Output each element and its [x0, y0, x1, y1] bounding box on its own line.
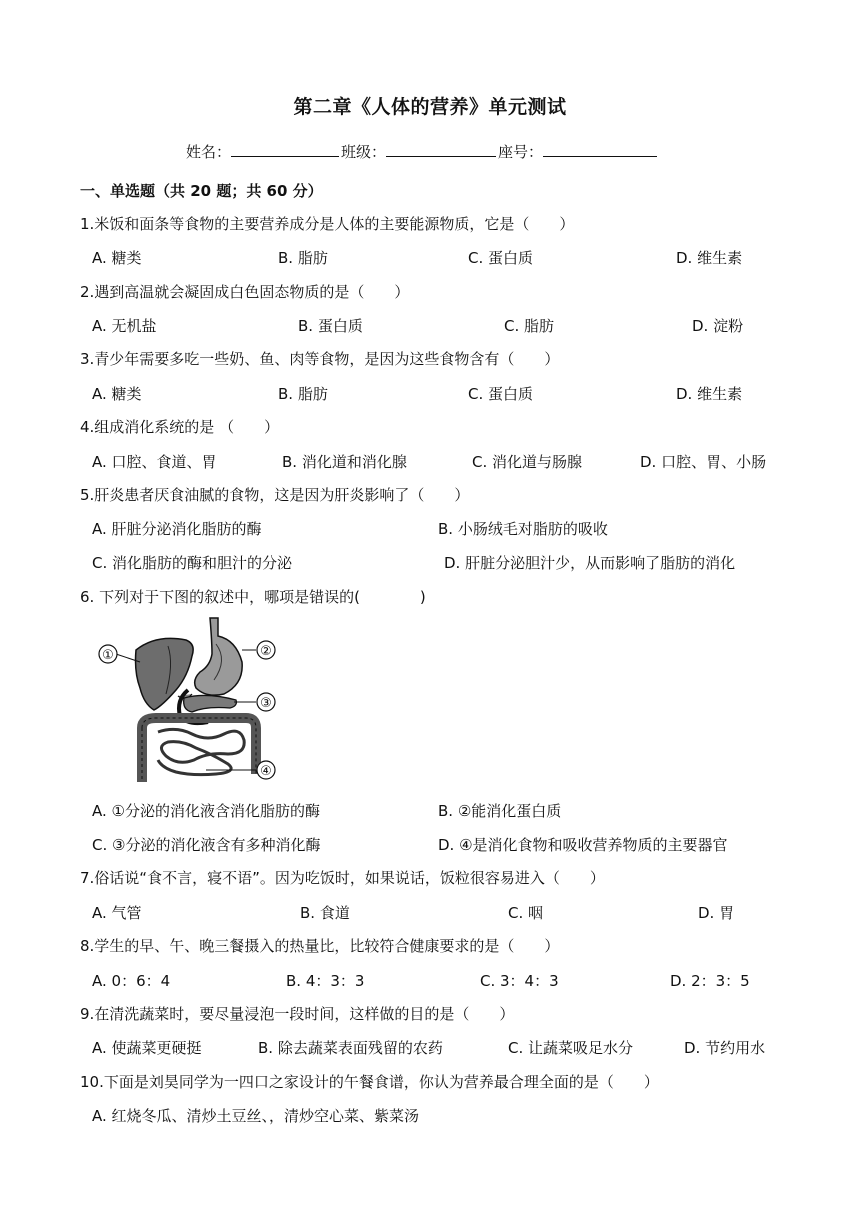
- q1-option-d[interactable]: D. 维生素: [676, 249, 743, 267]
- seat-label: 座号：: [498, 143, 544, 161]
- question-3: 3.青少年需要多吃一些奶、鱼、肉等食物，是因为这些食物含有（ ）: [80, 350, 560, 368]
- q9-option-b[interactable]: B. 除去蔬菜表面残留的农药: [258, 1039, 443, 1057]
- q2-option-b[interactable]: B. 蛋白质: [298, 317, 363, 335]
- digestive-system-diagram: [96, 614, 286, 786]
- q8-option-c[interactable]: C. 3：4：3: [480, 972, 559, 990]
- question-7: 7.俗话说“食不言，寝不语”。因为吃饭时，如果说话，饭粒很容易进入（ ）: [80, 869, 605, 887]
- student-info-line: [186, 141, 659, 162]
- q4-option-d[interactable]: D. 口腔、胃、小肠: [640, 453, 767, 471]
- question-4: 4.组成消化系统的是 （ ）: [80, 418, 280, 436]
- q9-option-c[interactable]: C. 让蔬菜吸足水分: [508, 1039, 634, 1057]
- question-6: 6. 下列对于下图的叙述中，哪项是错误的( ): [80, 588, 426, 606]
- q9-option-a[interactable]: A. 使蔬菜更硬挺: [92, 1039, 202, 1057]
- question-1: 1.米饭和面条等食物的主要营养成分是人体的主要能源物质，它是（ ）: [80, 215, 575, 233]
- q2-option-a[interactable]: A. 无机盐: [92, 317, 157, 335]
- name-field[interactable]: [231, 142, 339, 157]
- small-intestine-shape: [158, 729, 244, 774]
- question-5: 5.肝炎患者厌食油腻的食物，这是因为肝炎影响了（ ）: [80, 486, 470, 504]
- q10-option-a[interactable]: A. 红烧冬瓜、清炒土豆丝、，清炒空心菜、紫菜汤: [92, 1107, 420, 1125]
- pancreas-shape: [184, 695, 237, 712]
- q4-option-c[interactable]: C. 消化道与肠腺: [472, 453, 583, 471]
- q6-option-c[interactable]: C. ③分泌的消化液含有多种消化酶: [92, 836, 321, 854]
- label-1: ①: [102, 648, 114, 663]
- label-4: ④: [260, 764, 272, 779]
- q1-option-b[interactable]: B. 脂肪: [278, 249, 328, 267]
- class-label: 班级：: [341, 143, 387, 161]
- label-3: ③: [260, 696, 272, 711]
- q8-option-d[interactable]: D. 2：3：5: [670, 972, 750, 990]
- q7-option-c[interactable]: C. 咽: [508, 904, 544, 922]
- q1-option-a[interactable]: A. 糖类: [92, 249, 142, 267]
- question-2: 2.遇到高温就会凝固成白色固态物质的是（ ）: [80, 283, 410, 301]
- q6-option-a[interactable]: A. ①分泌的消化液含消化脂肪的酶: [92, 802, 320, 820]
- q2-option-d[interactable]: D. 淀粉: [692, 317, 744, 335]
- q7-option-d[interactable]: D. 胃: [698, 904, 735, 922]
- q8-option-a[interactable]: A. 0：6：4: [92, 972, 171, 990]
- q5-option-a[interactable]: A. 肝脏分泌消化脂肪的酶: [92, 520, 262, 538]
- label-2: ②: [260, 644, 272, 659]
- name-label: 姓名：: [186, 143, 232, 161]
- q3-option-a[interactable]: A. 糖类: [92, 385, 142, 403]
- q7-option-a[interactable]: A. 气管: [92, 904, 142, 922]
- q4-option-b[interactable]: B. 消化道和消化腺: [282, 453, 407, 471]
- question-8: 8.学生的早、午、晚三餐摄入的热量比，比较符合健康要求的是（ ）: [80, 937, 560, 955]
- q4-option-a[interactable]: A. 口腔、食道、胃: [92, 453, 217, 471]
- page-title: 第二章《人体的营养》单元测试: [293, 96, 567, 118]
- q3-option-c[interactable]: C. 蛋白质: [468, 385, 534, 403]
- section-title: 一、单选题（共 20 题；共 60 分）: [80, 182, 323, 200]
- class-field[interactable]: [386, 142, 496, 157]
- q6-option-d[interactable]: D. ④是消化食物和吸收营养物质的主要器官: [438, 836, 728, 854]
- q3-option-d[interactable]: D. 维生素: [676, 385, 743, 403]
- q7-option-b[interactable]: B. 食道: [300, 904, 350, 922]
- question-10: 10.下面是刘昊同学为一四口之家设计的午餐食谱，你认为营养最合理全面的是（ ）: [80, 1073, 659, 1091]
- seat-field[interactable]: [543, 142, 657, 157]
- q9-option-d[interactable]: D. 节约用水: [684, 1039, 766, 1057]
- q3-option-b[interactable]: B. 脂肪: [278, 385, 328, 403]
- q5-option-b[interactable]: B. 小肠绒毛对脂肪的吸收: [438, 520, 608, 538]
- q5-option-d[interactable]: D. 肝脏分泌胆汁少，从而影响了脂肪的消化: [444, 554, 736, 572]
- q5-option-c[interactable]: C. 消化脂肪的酶和胆汁的分泌: [92, 554, 293, 572]
- q1-option-c[interactable]: C. 蛋白质: [468, 249, 534, 267]
- q8-option-b[interactable]: B. 4：3：3: [286, 972, 365, 990]
- q6-option-b[interactable]: B. ②能消化蛋白质: [438, 802, 562, 820]
- stomach-shape: [195, 618, 243, 695]
- q2-option-c[interactable]: C. 脂肪: [504, 317, 555, 335]
- question-9: 9.在清洗蔬菜时，要尽量浸泡一段时间，这样做的目的是（ ）: [80, 1005, 515, 1023]
